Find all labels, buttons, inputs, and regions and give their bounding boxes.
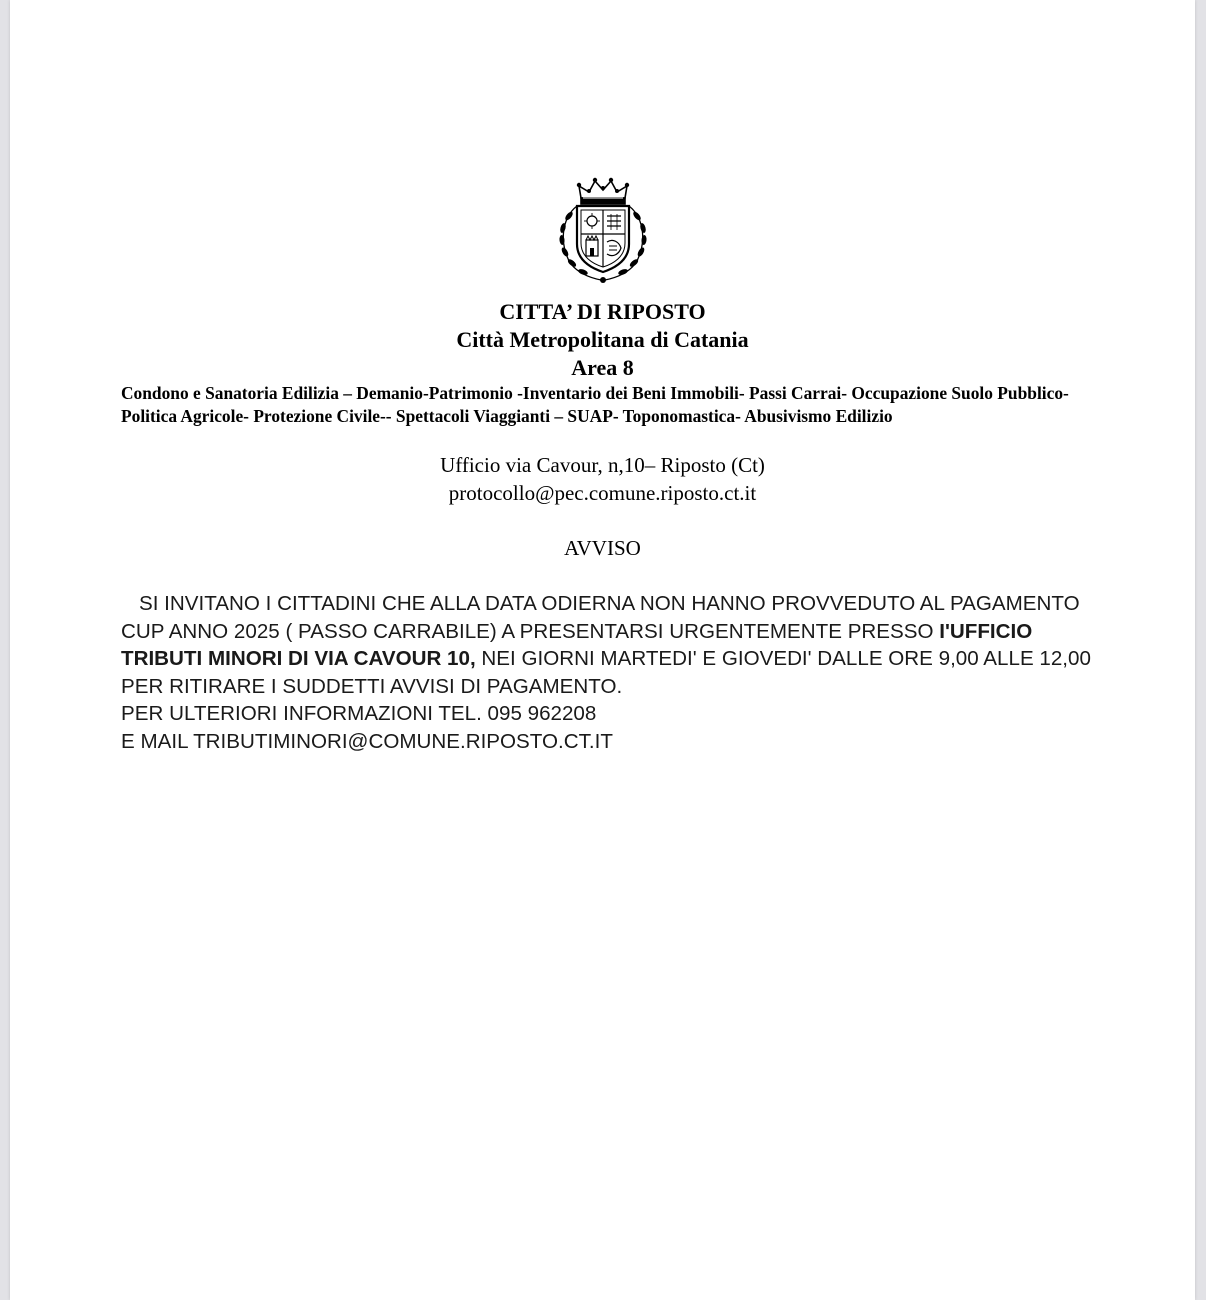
notice-text-start: SI INVITANO I CITTADINI CHE ALLA DATA ODIERNA NON HANNO PROVVEDUTO AL PAGAMENTO CUP ANNO 2025 ( PASSO CARRABILE) A PRESENTARSI URGENTEMENTE PRESSO (121, 592, 1080, 643)
city-title: CITTA’ DI RIPOSTO (499, 299, 706, 324)
coat-of-arms-icon (555, 176, 651, 284)
notice-paragraph (121, 590, 1091, 700)
area-label: Area 8 (571, 355, 634, 380)
info-email: E MAIL TRIBUTIMINORI@COMUNE.RIPOSTO.CT.IT (121, 729, 613, 753)
office-address: Ufficio via Cavour, n,10– Riposto (Ct) (440, 453, 765, 477)
services-list: Condono e Sanatoria Edilizia – Demanio-Patrimonio -Inventario dei Beni Immobili- Passi Carrai- Occupazione Suolo Pubblico- Politica Agricole- Protezione Civile-- Spettacoli Viaggianti – SUAP- Toponomastica- Abusivismo Edilizio (121, 383, 1069, 426)
notice-title: AVVISO (564, 536, 641, 560)
metro-subtitle: Città Metropolitana di Catania (456, 327, 749, 352)
notice-text-end: NEI GIORNI MARTEDI' E GIOVEDI' DALLE ORE 9,00 ALLE 12,00 PER RITIRARE I SUDDETTI AVVISI DI PAGAMENTO. (121, 647, 1091, 698)
document-page (10, 0, 1195, 1300)
notice-office-bold: I'UFFICIO TRIBUTI MINORI DI VIA CAVOUR 10, (121, 619, 1033, 670)
pec-email: protocollo@pec.comune.riposto.ct.it (448, 481, 757, 505)
notice-body (121, 590, 1091, 755)
info-phone: PER ULTERIORI INFORMAZIONI TEL. 095 962208 (121, 702, 597, 725)
